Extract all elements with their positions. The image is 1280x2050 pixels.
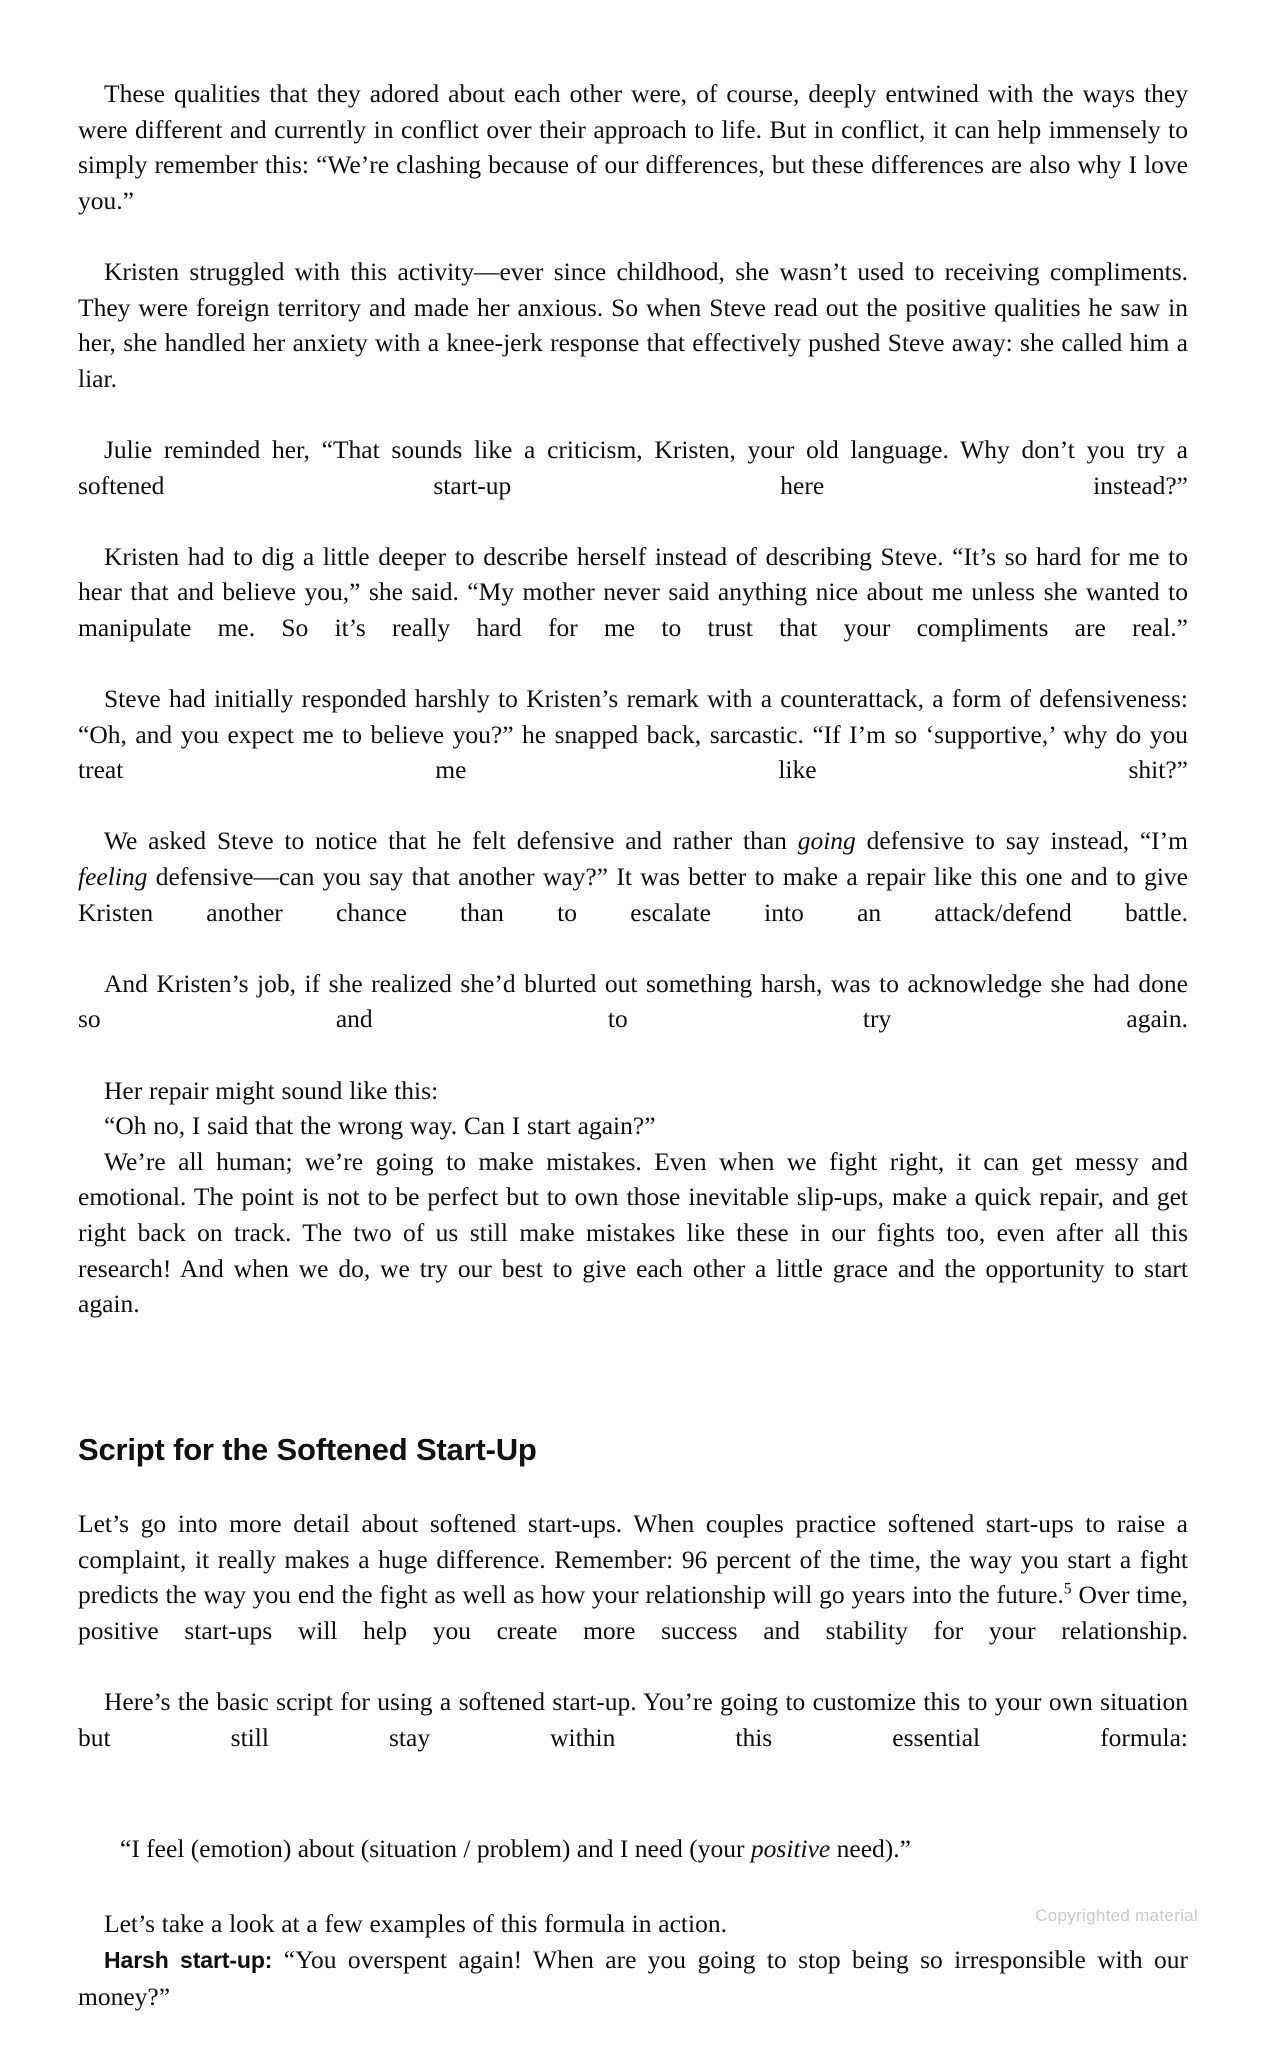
paragraph-we-asked-steve: We asked Steve to notice that he felt defensive and rather than going defensive to say instead, “I’m feeling defensive—can you say that another way?” It was better to make a repair like this one and to give Kristen another chance than to escalate into an attack/defend battle. xyxy=(78,826,1188,927)
paragraph-lets-take-a-look: Let’s take a look at a few examples of this formula in action. xyxy=(104,1909,727,1939)
footnote-reference: 5 xyxy=(1063,1580,1072,1598)
copyright-watermark: Copyrighted material xyxy=(1035,1906,1198,1925)
emphasis-text: positive xyxy=(750,1833,831,1863)
paragraph-were-all-human: We’re all human; we’re going to make mistakes. Even when we fight right, it can get messy and emotional. The point is not to be perfect but to own those inevitable slip-ups, make a quick repair, and get right back on track. The two of us still make mistakes like these in our fights too, even after all this research! And when we do, we try our best to give each other a little grace and the opportunity to start again. xyxy=(78,1146,1188,1319)
spacer-after-heading xyxy=(78,1470,1188,1506)
inline-bold-label: Harsh start-up: xyxy=(104,1947,273,1974)
paragraph-kristen-struggled: Kristen struggled with this activity—ever since childhood, she wasn’t used to receiving compliments. They were foreign territory and made her anxious. So when Steve read out the positive qualities he saw in her, she handled her anxiety with a knee-jerk response that effectively pushed Steve away: she called him a liar. xyxy=(78,256,1188,393)
spacer-before-heading xyxy=(78,1357,1188,1431)
spacer-after-formula xyxy=(78,1866,1188,1906)
emphasis-text: going xyxy=(797,826,856,856)
paragraph-her-repair: Her repair might sound like this: xyxy=(104,1075,439,1105)
formula-softened-start-up: “I feel (emotion) about (situation / problem) and I need (your positive need).” xyxy=(120,1833,911,1863)
paragraph-julie-reminded: Julie reminded her, “That sounds like a criticism, Kristen, your old language. Why don’t you try a softened start-up here instead?” xyxy=(78,434,1188,500)
paragraph-qualities-adored: These qualities that they adored about each other were, of course, deeply entwined with the ways they were different and currently in conflict over their approach to life. But in conflict, it can help immensely to simply remember this: “We’re clashing because of our differences, but these differences are also why I love you.” xyxy=(78,79,1188,215)
page-text-column xyxy=(78,76,1188,2050)
paragraph-and-kristens-job: And Kristen’s job, if she realized she’d blurted out something harsh, was to acknowledge she had done so and to try again. xyxy=(78,968,1188,1034)
spacer-before-formula xyxy=(78,1791,1188,1831)
paragraph-lets-go-into-detail: Let’s go into more detail about softened start-ups. When couples practice softened start-ups to raise a complaint, it really makes a huge difference. Remember: 96 percent of the time, the way you start a fight predicts the way you end the fight as well as how your relationship will go years into the future.$^5$ Over time, positive start-ups will help you create more success and stability for your relationship. xyxy=(78,1509,1188,1645)
emphasis-text: feeling xyxy=(78,862,148,892)
section-heading-softened-start-up: Script for the Softened Start-Up xyxy=(78,1432,537,1468)
paragraph-kristen-dig-deeper: Kristen had to dig a little deeper to describe herself instead of describing Steve. “It’s so hard for me to hear that and believe you,” she said. “My mother never said anything nice about me unless she wanted to manipulate me. So it’s really hard for me to trust that your compliments are real.” xyxy=(78,541,1188,642)
paragraph-heres-basic-script: Here’s the basic script for using a softened start-up. You’re going to customize this to your own situation but still stay within this essential formula: xyxy=(78,1687,1188,1752)
paragraph-oh-no-quote: “Oh no, I said that the wrong way. Can I start again?” xyxy=(104,1111,656,1141)
paragraph-steve-harshly: Steve had initially responded harshly to Kristen’s remark with a counterattack, a form of defensiveness: “Oh, and you expect me to believe you?” he snapped back, sarcastic. “If I’m so ‘supportive,’ why do you treat me like shit?” xyxy=(78,684,1188,785)
paragraph-harsh-startup-example: Harsh start-up: “You overspent again! When are you going to stop being so irresponsible with our money?” xyxy=(78,1945,1188,2011)
